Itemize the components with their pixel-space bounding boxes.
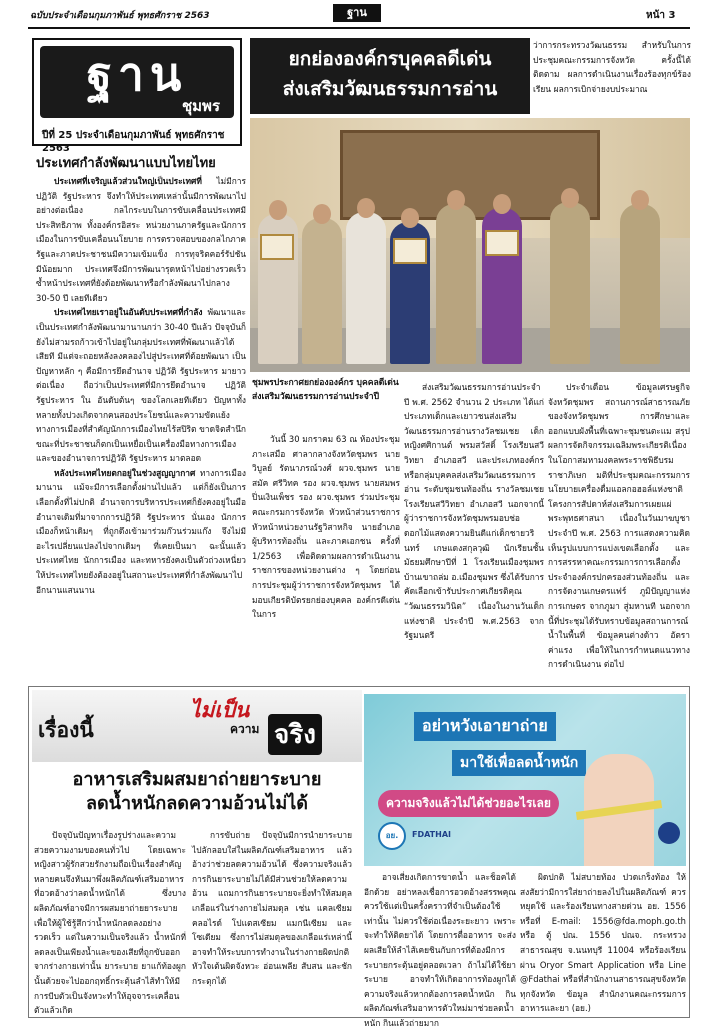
lead-headline bbox=[250, 38, 530, 114]
person-head bbox=[631, 190, 649, 210]
myth-banner bbox=[32, 690, 362, 762]
myth-banner-text-1: เรื่องนี้ bbox=[38, 718, 94, 742]
editorial-p2-lead: ประเทศไทยเราอยู่ในอันดับประเทศที่กำลัง bbox=[54, 307, 203, 318]
ad-social-handle: FDATHAI bbox=[412, 830, 451, 839]
person-head bbox=[357, 198, 375, 218]
editorial-p1: ไม่มีการปฏิวัติ รัฐประหาร จึงทำให้ประเทศเหล่านั้นมีการพัฒนาไปอย่างต่อเนื่อง กลไกระบบในการขับเคลื่อนประเทศมีประสิทธิภาพ ทั้งองค์กรอิสระ หน่วยงานภาครัฐและนักการเมืองในการขับเคลื่อนนโยบาย การตรวจสอบของกลไกภาครัฐและภาคประชาชนมีความเข้มแข็ง การทุจริตคอร์รัปชันมีน้อยมาก ประเทศจึงมีการพัฒนารุดหน้าไปอย่างรวดเร็ว ซ้ำหน้าประเทศที่ยังด้อยพัฒนาหรือกำลังพัฒนาไปกลาง 30-50 ปี เลยทีเดียว bbox=[36, 176, 246, 303]
person-head bbox=[313, 204, 331, 224]
certificate bbox=[260, 234, 294, 260]
editorial-p3: ทางการเมืองมานาน แม้จะมีการเลือกตั้งผ่านไปแล้ว แต่ก็ยังเป็นการเลือกตั้งที่ไม่ปกติ อำนาจการบริหารประเทศก็ยังคงอยู่ในมืออำนาจเดิมที่มาจากการปฏิวัติ รัฐประหาร นั่นเอง นักการเมืองก็หน้าเดิมๆ ที่ถูกดึงเข้ามาร่วมก๊วนร่วมแก๊ง จึงไม่มีอะไรเปลี่ยนแปลงไปจากเดิมๆ ที่เคยเป็นมา ฉะนั้นแล้วประเทศไทย นักการเมือง และทหารยังคงเป็นตัวถ่วงเหนี่ยวให้ประเทศไทยยังต้องอยู่ในสถานะประเทศที่กำลังพัฒนาไปอีกนานแสนนาน bbox=[36, 467, 246, 595]
health-body-column-4: ผิดปกติ ไม่สบายท้อง ปวดเกร็งท้อง ให้สงสัยว่ามีการใส่ยาถ่ายลงไปในผลิตภัณฑ์ ควรหยุดใช้ และร้องเรียนทางสายด่วน อย. 1556 หรือที่ E-mail: 1556@fda.moph.go.th หรือ ตู้ ปณ. 1556 ปณจ. กระทรวงสาธารณสุข จ.นนทบุรี 11004 หรือร้องเรียน ผ่าน Oryor Smart Application หรือ Line @Fdathai หรือที่สำนักงานสาธารณสุขจังหวัดทุกจังหวัด ข้อมูล สำนักงานคณะกรรมการอาหารและยา (อย.) bbox=[520, 872, 686, 1014]
header-divider bbox=[28, 27, 690, 29]
myth-banner-text-3: ความ bbox=[230, 722, 260, 736]
lead-intro: ว่าการกระทรวงวัฒนธรรม สำหรับในการประชุมคณะกรรมการจังหวัด ครั้งนี้ได้ติดตาม ผลการดำเนินงานเรื่องร้องทุกข์ร้องเรียน ผลการเบิกจ่ายงบประมาณ bbox=[533, 40, 691, 94]
editorial-title: ประเทศกำลังพัฒนาแบบไทยไทย bbox=[36, 156, 216, 171]
ceremony-photo bbox=[250, 118, 690, 372]
lead-body-column-3: ประจำเดือน ข้อมูลเศรษฐกิจจังหวัดชุมพร สถานการณ์สาธารณภัยของจังหวัดชุมพร การศึกษาและออกแบบผังพื้นที่เฉพาะชุมชนตะแม สรุปผลการจัดกิจกรรมเฉลิมพระเกียรติเนื่องในโอกาสมหามงคลพระราชพิธีบรมราชาภิเษก มติที่ประชุมคณะกรรมการนโยบายเครื่องดื่มแอลกอฮอล์แห่งชาติ โครงการสัปดาห์ส่งเสริมการเผยแผ่พระพุทธศาสนา เนื่องในวันมาฆบูชาประจำปี พ.ศ. 2563 การแสดงความคิดเห็นรูปแบบการแบ่งเขตเลือกตั้ง และการสรรหาคณะกรรมการการเลือกตั้งประจำองค์กรปกครองส่วนท้องถิ่น และการจัดงานเกษตรแฟร์ ภูมิปัญญาแห่งการเกษตร จากภูมา สู่มหานที นอกจากนี้ที่ประชุมได้รับทราบข้อมูลสถานการณ์น้ำในพื้นที่ ข้อมูลคนต่างด้าว อัตราค่าแรง เพื่อให้ในการกำหนดแนวทางการดำเนินงาน ต่อไป bbox=[548, 382, 690, 670]
person-head bbox=[561, 188, 579, 208]
person-figure bbox=[620, 204, 660, 364]
editorial-p2: พัฒนาและเป็นประเทศกำลังพัฒนามานานกว่า 30-40 ปีแล้ว ปัจจุบันก็ยังไม่สามรถก้าวเข้าไปอยู่ในกลุ่มประเทศที่พัฒนาแล้วได้เสียที มีแต่จะถอยหลังลงคลองไปสู่ประเทศที่ด้อยพัฒนา เป็นปัญหาหลัก ๆ คือมีการยึดอำนาจ ปฏิวัติ รัฐประหาร มายาวต่อเนื่อง ถือว่าเป็นประเทศที่มีการยึดอำนาจ ปฏิวัติ รัฐประหาร ใน อันดับต้นๆ ของโลกเลยทีเดียว ปัญหาทั้งหลายทั้งปวงเกิดจากคนสองประโยชน์และความขัดแย้งทางการเมืองที่สำคัญนักการเมืองไทยไร้สปิริต ขาดจิตสำนึก ขณะที่ประชาชนก็ตกเป็นเหยื่อเป็นเครื่องมือทางการเมืองและของอำนาจการปฏิวัติ รัฐประหาร มาตลอด bbox=[36, 307, 246, 464]
lead-headline-line-2: ส่งเสริมวัฒนธรรมการอ่าน bbox=[282, 78, 498, 100]
person-figure bbox=[436, 204, 476, 364]
person-figure bbox=[550, 202, 590, 364]
lead-body-column-2: ส่งเสริมวัฒนธรรมการอ่านประจำปี พ.ศ. 2562 จำนวน 2 ประเภท ได้แก่ ประเภทเด็กและเยาวชนส่งเสริมวัฒนธรรมการอ่านรางวัลชมเชย เด็กหญิงศศิกานต์ พรมสวัสดิ์ โรงเรียนสวีวิทยา อำเภอสวี และประเภทองค์กรหรือกลุ่มบุคคลส่งเสริมวัฒนธรรมการอ่าน ระดับชุมชนท้องถิ่น รางวัลชมเชย โรงเรียนสวีวิทยา อำเภอสวี นอกจากนี้ผู้ว่าราชการจังหวัดชุมพรมอบช่อดอกไม้แสดงความยินดีแก่เด็กชายวรินทร์ เกษแดงสกุลวุฒิ นักเรียนชั้นมัธยมศึกษาปีที่ 1 โรงเรียนเมืองชุมพร บ้านเขาถล่ม อ.เมืองชุมพร ซึ่งได้รับการคัดเลือกเข้ารับประกาศเกียรติคุณ “วัฒนธรรมวินิต” เนื่องในงานวันเด็กแห่งชาติ ประจำปี พ.ศ.2563 จากรัฐมนตรี bbox=[404, 382, 545, 641]
masthead-title: ฐาน bbox=[86, 47, 188, 101]
lead-body-column-1: วันนี้ 30 มกราคม 63 ณ ห้องประชุมภาะเสมือ ศาลากลางจังหวัดชุมพร นายวิบูลย์ รัตนาภรณ์วงศ์ ผวจ.ชุมพร นายสมัค ศรีวิทค รอง ผวจ.ชุมพร นายสมพร ปิ่นเงินเพ็ชร รอง ผวจ.ชุมพร ร่วมประชุมคณะกรมการจังหวัด หัวหน้าส่วนราชการ หัวหน้าหน่วยงานรัฐวิสาหกิจ นายอำเภอ ผู้บริหารท้องถิ่น และภาคเอกชน ครั้งที่ 1/2563 เพื่อติดตามผลการดำเนินงานราชการของหน่วยงานต่าง ๆ โดยก่อนการประชุมผู้ว่าราชการจังหวัดชุมพร ได้มอบเกียรติบัตรยกย่องบุคคล องค์กรดีเด่นในการ bbox=[252, 434, 400, 620]
health-headline-line-1: อาหารเสริมผสมยาถ่ายยาระบาย bbox=[72, 769, 322, 790]
certificate bbox=[393, 238, 427, 264]
masthead-issue: ปีที่ 25 ประจำเดือนกุมภาพันธ์ พุทธศักราช 2563 bbox=[42, 130, 225, 154]
editorial-p3-lead: หลังประเทศไทยตกอยู่ในช่วงสูญญากาศ bbox=[54, 467, 196, 478]
editorial-p1-lead: ประเทศที่เจริญแล้วส่วนใหญ่เป็นประเทศที่ bbox=[54, 176, 202, 186]
mini-logo: ฐาน bbox=[333, 4, 381, 22]
page-number: หน้า 3 bbox=[646, 10, 676, 21]
masthead bbox=[32, 38, 242, 154]
ad-line-1: อย่าหวังเอายาถ่าย bbox=[414, 712, 556, 741]
ad-line-3: ความจริงแล้วไม่ได้ช่วยอะไรเลย bbox=[378, 790, 559, 817]
fda-logo-icon: อย. bbox=[378, 822, 406, 850]
health-body-column-2: การขับถ่าย ปัจจุบันมีการนำยาระบายไปลักลอบใส่ในผลิตภัณฑ์เสริมอาหาร แล้วอ้างว่าช่วยลดความอ้วนได้ ซึ่งความจริงแล้วการกินยาระบายไม่ได้มีส่วนช่วยให้ลดความอ้วน แถมการกินยาระบายจะยิ่งทำให้สมดุลเกลือแร่ในร่างกายไม่สมดุล เช่น แคลเซียม คลอไรด์ โปแตสเซียม แมกนีเซียม และโซเดียม ซึ่งการไม่สมดุลของเกลือแร่เหล่านี้อาจทำให้ระบบการทำงานในร่างกายผิดปกติ หัวใจเต้นผิดจังหวะ อ่อนเพลีย สับสน และชักกระตุกได้ bbox=[192, 830, 352, 986]
health-headline-line-2: ลดน้ำหนักลดความอ้วนไม่ได้ bbox=[86, 793, 308, 814]
ad-line-2: มาใช้เพื่อลดน้ำหนัก bbox=[452, 750, 586, 776]
health-headline bbox=[32, 768, 362, 816]
myth-banner-text-4: จริง bbox=[268, 714, 322, 755]
lead-headline-line-1: ยกย่ององค์กรบุคคลดีเด่น bbox=[288, 48, 492, 70]
person-figure bbox=[346, 212, 386, 364]
photo-caption: ชุมพรประกาศยกย่ององค์กร บุคคลดีเด่น ส่งเสริมวัฒนธรรมการอ่านประจำปี bbox=[252, 378, 399, 402]
person-head bbox=[493, 194, 511, 214]
certificate bbox=[485, 230, 519, 256]
person-figure bbox=[302, 218, 342, 364]
issue-date-line: ฉบับประจำเดือนกุมภาพันธ์ พุทธศักราช 2563 bbox=[30, 11, 210, 21]
editorial-body bbox=[36, 174, 246, 720]
health-body-column-1: ปัจจุบันปัญหาเรื่องรูปร่างและความสวยความงามของคนทั่วไป โดยเฉพาะหญิงสาวผู้รักสวยรักงามถือเป็นเรื่องสำคัญ หลายคนจึงหันมาพึ่งผลิตภัณฑ์เสริมอาหารที่อวดอ้างว่าลดน้ำหนักได้ ซึ่งบางผลิตภัณฑ์อาจมีการผสมยาถ่ายยาระบาย เพื่อให้ผู้ใช้รู้สึกว่าน้ำหนักลดลงอย่างรวดเร็ว แต่ในความเป็นจริงแล้ว น้ำหนักที่ลดลงเป็นเพียงน้ำและของเสียที่ถูกขับออกจากร่างกายเท่านั้น ยาระบาย ยาแก้ท้องผูกนั้นด้วยจะไปออกฤทธิ์กระตุ้นลำไส้ทำให้มีการบีบตัวเป็นจังหวะทำให้อุจจาระเคลื่อนตัวแล้วเกิด bbox=[34, 830, 186, 1016]
person-head bbox=[401, 208, 419, 228]
oryor-mark-icon bbox=[658, 822, 680, 844]
person-head bbox=[447, 190, 465, 210]
health-body-column-3: อาจเสี่ยงเกิดการขาดน้ำ และช็อคได้อีกด้วย อย่าหลงเชื่อการอวดอ้างสรรพคุณ ควรใช้แต่เป็นครั้งคราวที่จำเป็นต้องใช้เท่านั้น ไม่ควรใช้ต่อเนื่องระยะยาว เพราะจะทำให้ติดยาได้ โดยการตื่ออาหาร จะส่งผลเสียให้ลำไส้เคยชินกับการที่ต้องมีการระบายกระตุ้นอยู่ตลอดเวลา ถ้าไม่ได้ใช้ยาระบาย อาจทำให้เกิดอาการท้องผูกได้ ความจริงแล้วหากต้องการลดน้ำหนัก กินผลิตภัณฑ์เสริมอาหารตัวใหม่มาช่วยลดน้ำหนัก กินแล้วถ่ายมาก bbox=[364, 872, 516, 1028]
myth-banner-text-2: ไม่เป็น bbox=[190, 698, 250, 722]
masthead-logo bbox=[40, 46, 234, 118]
person-head bbox=[269, 200, 287, 220]
masthead-subtitle: ชุมพร bbox=[181, 97, 220, 115]
fda-ad-image bbox=[364, 694, 686, 866]
